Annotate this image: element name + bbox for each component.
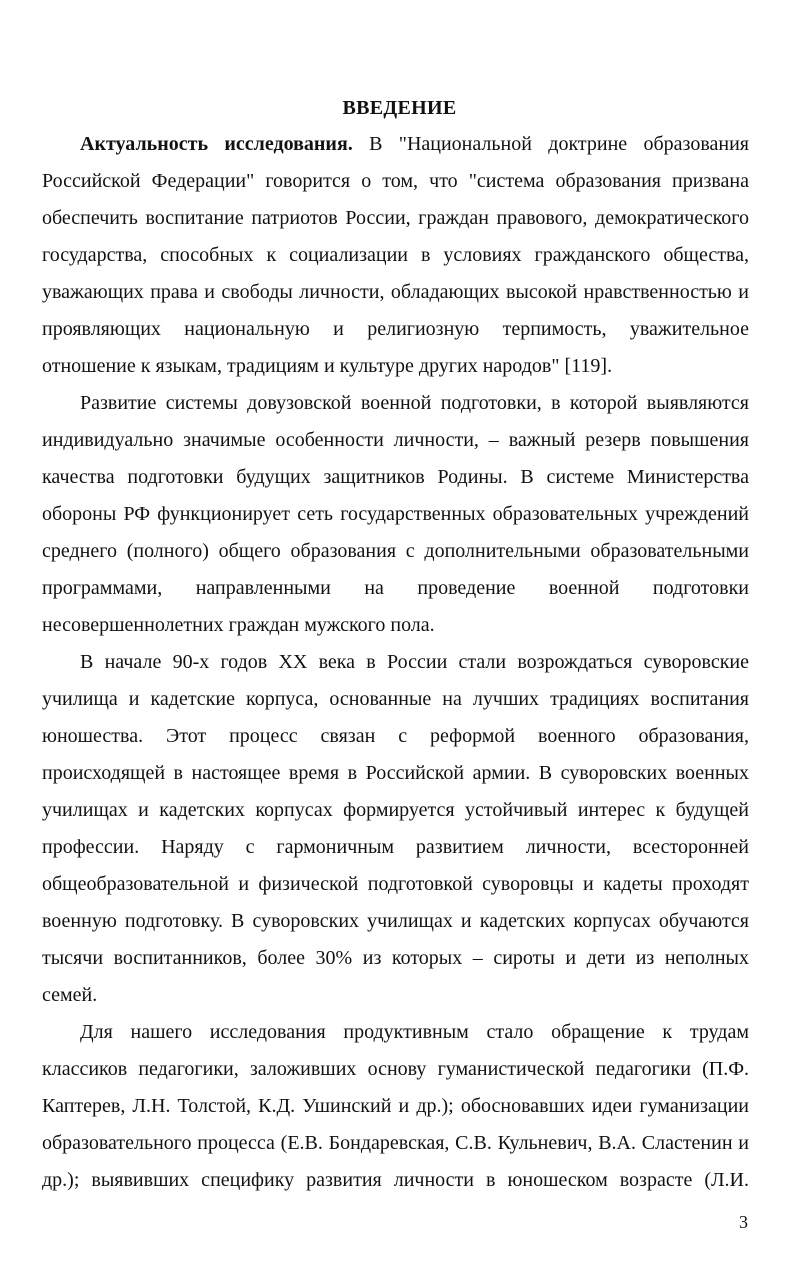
- text-line: государства, способных к социализации в условиях гражданского общества,: [42, 244, 749, 266]
- text-line: проявляющих национальную и религиозную терпимость, уважительное: [42, 318, 749, 340]
- text-line: качества подготовки будущих защитников Родины. В системе Министерства: [42, 466, 749, 488]
- text-line: индивидуально значимые особенности личности, – важный резерв повышения: [42, 429, 749, 451]
- page-title: ВВЕДЕНИЕ: [342, 97, 457, 119]
- text-line-content: В "Национальной доктрине образования: [352, 133, 750, 155]
- text-line: обеспечить воспитание патриотов России, граждан правового, демократического: [42, 207, 749, 229]
- text-line: обороны РФ функционирует сеть государственных образовательных учреждений: [42, 503, 749, 525]
- text-line: тысячи воспитанников, более 30% из которых – сироты и дети из неполных: [42, 947, 749, 969]
- text-line: Каптерев, Л.Н. Толстой, К.Д. Ушинский и др.); обосновавших идеи гуманизации: [42, 1095, 749, 1117]
- text-line: училищах и кадетских корпусах формируется устойчивый интерес к будущей: [42, 799, 749, 821]
- paragraph-2: [42, 385, 749, 644]
- text-line: происходящей в настоящее время в Российской армии. В суворовских военных: [42, 762, 749, 784]
- text-line: др.); выявивших специфику развития личности в юношеском возрасте (Л.И.: [42, 1169, 749, 1191]
- paragraph-4: [42, 1014, 749, 1199]
- text-line: Для нашего исследования продуктивным стало обращение к трудам: [80, 1021, 749, 1043]
- text-line: [42, 126, 749, 163]
- text-line: профессии. Наряду с гармоничным развитием личности, всесторонней: [42, 836, 749, 858]
- text-line: среднего (полного) общего образования с дополнительными образовательными: [42, 540, 749, 562]
- text-line: классиков педагогики, заложивших основу гуманистической педагогики (П.Ф.: [42, 1058, 749, 1080]
- paragraph-lead: Актуальность исследования.: [80, 133, 353, 155]
- text-line: юношества. Этот процесс связан с реформой военного образования,: [42, 725, 749, 747]
- paragraph-1: [42, 126, 749, 385]
- text-line: несовершеннолетних граждан мужского пола.: [42, 614, 435, 636]
- text-line: училища и кадетские корпуса, основанные на лучших традициях воспитания: [42, 688, 749, 710]
- text-line: Российской Федерации" говорится о том, что "система образования призвана: [42, 170, 749, 192]
- text-line: уважающих права и свободы личности, обладающих высокой нравственностью и: [42, 281, 749, 303]
- page-number: 3: [739, 1212, 748, 1232]
- paragraph-3: [42, 644, 749, 1014]
- text-line: военную подготовку. В суворовских училищах и кадетских корпусах обучаются: [42, 910, 749, 932]
- text-line: программами, направленными на проведение военной подготовки: [42, 577, 749, 599]
- body-text: [42, 126, 749, 1199]
- text-line: образовательного процесса (Е.В. Бондаревская, С.В. Кульневич, В.А. Сластенин и: [42, 1132, 749, 1154]
- text-line: Развитие системы довузовской военной подготовки, в которой выявляются: [80, 392, 749, 414]
- text-line: семей.: [42, 984, 98, 1006]
- text-line: В начале 90-х годов ХХ века в России стали возрождаться суворовские: [80, 651, 749, 673]
- text-line: отношение к языкам, традициям и культуре других народов" [119].: [42, 355, 613, 377]
- text-line: общеобразовательной и физической подготовкой суворовцы и кадеты проходят: [42, 873, 749, 895]
